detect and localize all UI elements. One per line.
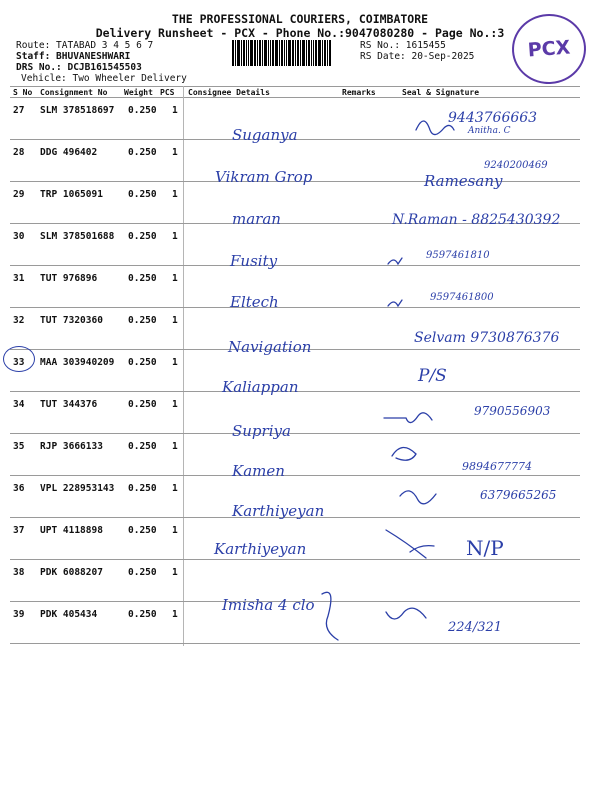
consignee-36: Karthiyeyan	[232, 502, 325, 520]
consignee-29: maran	[232, 210, 281, 228]
pcs-cell: 1	[172, 231, 178, 242]
table-top-rule	[10, 86, 580, 87]
consignment-cell: TUT 7320360	[40, 315, 103, 326]
consignment-cell: TUT 344376	[40, 399, 98, 410]
consignee-34: Supriya	[232, 422, 291, 440]
pcs-cell: 1	[172, 525, 178, 536]
consignment-cell: VPL 228953143	[40, 483, 115, 494]
sno-cell: 28	[13, 147, 25, 158]
pcs-cell: 1	[172, 483, 178, 494]
consignment-cell: TRP 1065091	[40, 189, 103, 200]
signature-30: 9597461810	[426, 250, 490, 261]
weight-cell: 0.250	[128, 567, 157, 578]
document-subtitle: Delivery Runsheet - PCX - Phone No.:9047080280 - Page No.:3	[95, 26, 505, 40]
weight-cell: 0.250	[128, 231, 157, 242]
sno-cell: 31	[13, 273, 25, 284]
staff-label: Staff: BHUVANESHWARI	[16, 51, 131, 62]
weight-cell: 0.250	[128, 105, 157, 116]
weight-cell: 0.250	[128, 609, 157, 620]
consignment-cell: UPT 4118898	[40, 525, 103, 536]
signature-37: N/P	[466, 536, 504, 560]
weight-cell: 0.250	[128, 147, 157, 158]
sno-cell: 30	[13, 231, 25, 242]
table-row	[0, 224, 600, 266]
consignee-31: Eltech	[230, 293, 279, 311]
signature-32: Selvam 9730876376	[414, 330, 560, 346]
pcs-cell: 1	[172, 105, 178, 116]
sno-cell: 39	[13, 609, 25, 620]
sno-cell: 32	[13, 315, 25, 326]
route-label: Route: TATABAD 3 4 5 6 7	[16, 40, 154, 51]
note-28: 9240200469	[484, 160, 548, 171]
document-title: THE PROFESSIONAL COURIERS, COIMBATORE	[171, 12, 429, 26]
consignee-32: Navigation	[228, 338, 312, 356]
col-consignee: Consignee Details	[188, 88, 270, 97]
table-row	[0, 266, 600, 308]
consignee-39: Imisha 4 clo	[222, 596, 315, 614]
weight-cell: 0.250	[128, 525, 157, 536]
sno-cell: 36	[13, 483, 25, 494]
signature-31: 9597461800	[430, 292, 494, 303]
weight-cell: 0.250	[128, 441, 157, 452]
pcs-cell: 1	[172, 567, 178, 578]
col-sno: S No	[13, 88, 33, 97]
weight-cell: 0.250	[128, 357, 157, 368]
pcs-cell: 1	[172, 357, 178, 368]
note-27: Anitha. C	[468, 126, 511, 136]
weight-cell: 0.250	[128, 189, 157, 200]
signature-35: 9894677774	[462, 460, 532, 473]
pcs-cell: 1	[172, 189, 178, 200]
sno-cell: 35	[13, 441, 25, 452]
row-33-circle	[3, 346, 35, 372]
pcs-cell: 1	[172, 273, 178, 284]
pcx-stamp: PCX	[510, 12, 589, 87]
weight-cell: 0.250	[128, 273, 157, 284]
sno-cell: 27	[13, 105, 25, 116]
consignment-cell: TUT 976896	[40, 273, 98, 284]
row-rule	[10, 643, 580, 644]
consignee-28: Vikram Grop	[215, 168, 313, 186]
drs-label: DRS No.: DCJB161545503	[16, 62, 142, 73]
consignee-35: Kamen	[232, 462, 285, 480]
pcs-cell: 1	[172, 315, 178, 326]
consignee-27: Suganya	[232, 126, 298, 144]
col-seal: Seal & Signature	[402, 88, 480, 97]
rs-date: RS Date: 20-Sep-2025	[360, 51, 475, 62]
signature-28: Ramesany	[424, 172, 503, 190]
pcs-cell: 1	[172, 147, 178, 158]
sno-cell: 29	[13, 189, 25, 200]
signature-39: 224/321	[448, 620, 503, 635]
signature-34: 9790556903	[474, 404, 551, 418]
sno-cell: 38	[13, 567, 25, 578]
sno-cell: 37	[13, 525, 25, 536]
consignee-37: Karthiyeyan	[214, 540, 307, 558]
signature-29: N.Raman - 8825430392	[392, 212, 561, 228]
consignment-cell: RJP 3666133	[40, 441, 103, 452]
consignment-cell: MAA 303940209	[40, 357, 115, 368]
weight-cell: 0.250	[128, 483, 157, 494]
signature-27: 9443766663	[448, 110, 538, 126]
vehicle-label: Vehicle: Two Wheeler Delivery	[21, 73, 187, 84]
rs-number: RS No.: 1615455	[360, 40, 446, 51]
consignment-cell: SLM 378518697	[40, 105, 115, 116]
col-remarks: Remarks	[342, 88, 376, 97]
consignee-30: Fusity	[230, 252, 278, 270]
signature-33: P/S	[418, 366, 447, 386]
consignment-cell: PDK 6088207	[40, 567, 103, 578]
consignment-cell: DDG 496402	[40, 147, 98, 158]
consignment-cell: SLM 378501688	[40, 231, 115, 242]
weight-cell: 0.250	[128, 315, 157, 326]
weight-cell: 0.250	[128, 399, 157, 410]
pcs-cell: 1	[172, 609, 178, 620]
table-row	[0, 350, 600, 392]
col-consignment: Consignment No	[40, 88, 108, 97]
pcs-cell: 1	[172, 399, 178, 410]
sno-cell: 33	[13, 357, 25, 368]
pcs-cell: 1	[172, 441, 178, 452]
barcode	[232, 40, 356, 66]
consignment-cell: PDK 405434	[40, 609, 98, 620]
col-weight: Weight	[124, 88, 153, 97]
sno-cell: 34	[13, 399, 25, 410]
signature-36: 6379665265	[480, 488, 557, 502]
col-pcs: PCS	[160, 88, 175, 97]
consignee-33: Kaliappan	[222, 378, 299, 396]
